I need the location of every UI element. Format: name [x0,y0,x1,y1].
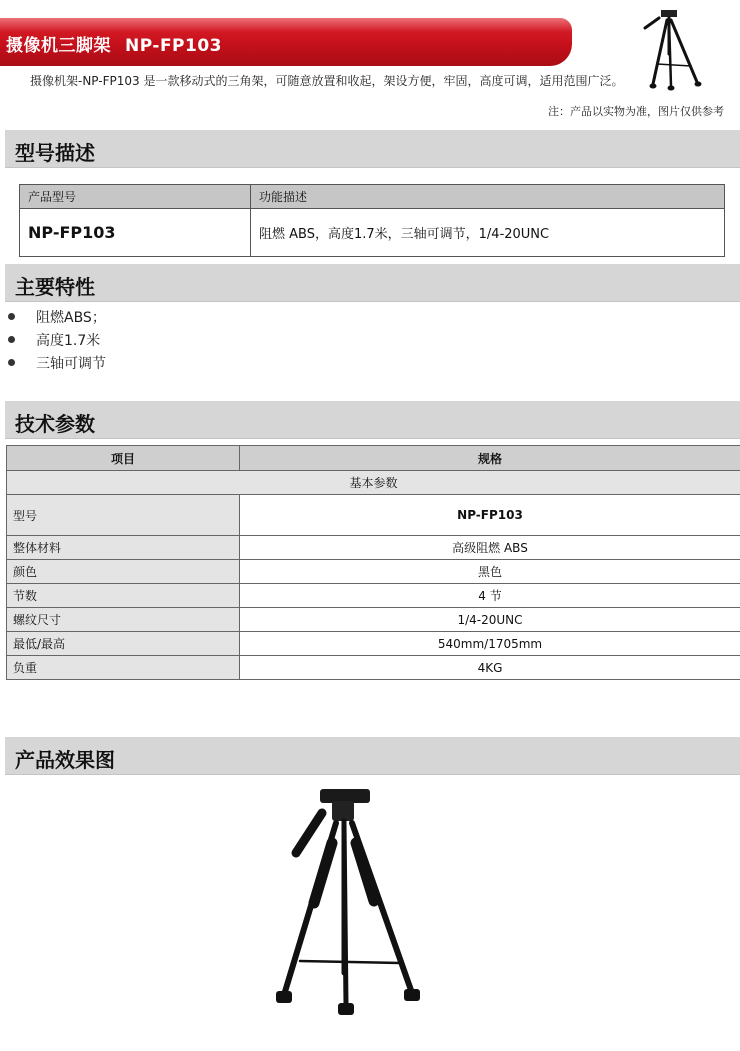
description-cell: 阻燃 ABS，高度1.7米，三轴可调节，1/4-20UNC [251,209,725,257]
bullet-icon [8,359,15,366]
spec-value: 高级阻燃 ABS [240,536,740,560]
list-item [8,351,106,374]
spec-table [6,445,740,680]
table-row [7,560,740,584]
section-model-desc [5,130,740,168]
feature-text: 高度1.7米 [36,332,101,349]
header-spec: 规格 [240,446,740,471]
table-header-row [7,446,740,471]
spec-label: 负重 [7,656,240,680]
section-features [5,264,740,302]
section-gallery [5,737,740,775]
header-function: 功能描述 [251,185,725,209]
title-text: 摄像机三脚架 [6,36,111,56]
spec-value: 540mm/1705mm [240,632,740,656]
page-title [6,31,222,56]
table-row [7,608,740,632]
spec-value: 4KG [240,656,740,680]
table-row [7,536,740,560]
spec-label: 型号 [7,495,240,536]
spec-label: 最低/最高 [7,632,240,656]
model-cell: NP-FP103 [20,209,251,257]
list-item [8,305,106,328]
bullet-icon [8,313,15,320]
model-table [19,184,725,257]
feature-list [8,305,106,374]
intro-text: 摄像机架-NP-FP103 是一款移动式的三角架，可随意放置和收起，架设方便，牢固，高度可调，适用范围广泛。 [30,74,624,88]
tripod-photo-icon [615,4,725,92]
spec-value: 1/4-20UNC [240,608,740,632]
header-model: 产品型号 [20,185,251,209]
table-row [7,632,740,656]
section-specs [5,401,740,439]
table-row [7,495,740,536]
spec-value: NP-FP103 [240,495,740,536]
section-title: 主要特性 [15,275,95,299]
title-model: NP-FP103 [125,36,223,56]
feature-text: 阻燃ABS； [36,309,106,326]
list-item [8,328,106,351]
feature-text: 三轴可调节 [36,355,106,372]
spec-label: 颜色 [7,560,240,584]
bullet-icon [8,336,15,343]
section-title: 产品效果图 [15,748,115,772]
table-group-row [7,471,740,495]
table-row [20,209,725,257]
spec-label: 整体材料 [7,536,240,560]
table-header-row [20,185,725,209]
spec-value: 黑色 [240,560,740,584]
tripod-product-photo-icon [260,783,440,1023]
spec-label: 螺纹尺寸 [7,608,240,632]
table-row [7,584,740,608]
spec-label: 节数 [7,584,240,608]
section-title: 技术参数 [15,412,95,436]
header-item: 项目 [7,446,240,471]
section-title: 型号描述 [15,141,95,165]
table-row [7,656,740,680]
disclaimer-note: 注：产品以实物为准，图片仅供参考 [548,105,724,118]
group-label: 基本参数 [7,471,740,495]
spec-value: 4 节 [240,584,740,608]
